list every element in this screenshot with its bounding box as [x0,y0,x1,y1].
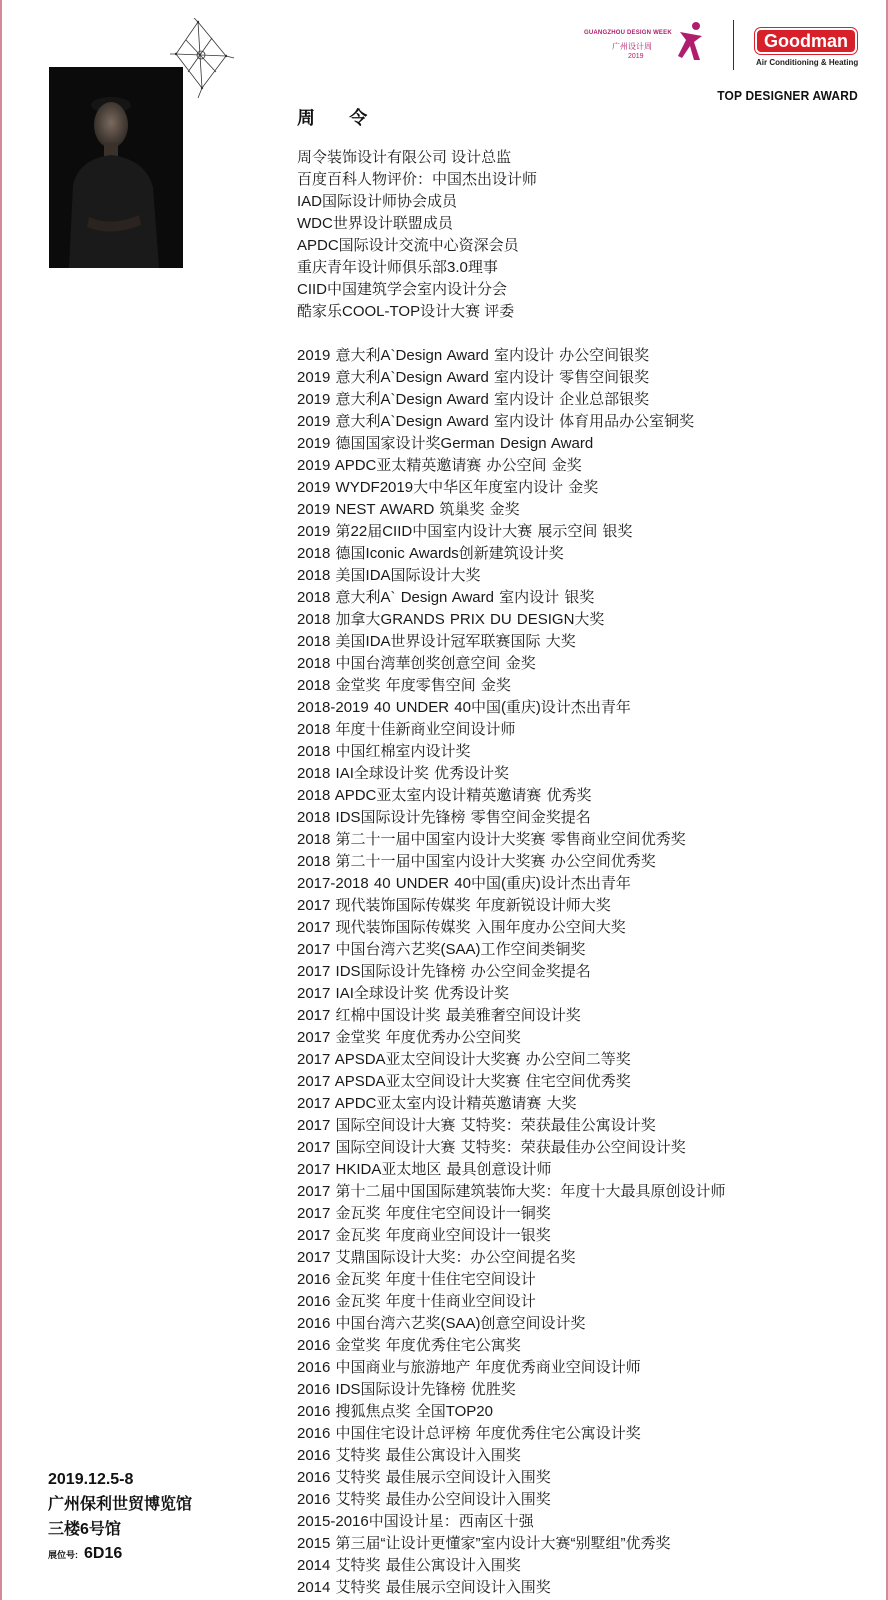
award-item: 2016 艾特奖 最佳公寓设计入围奖 [297,1447,521,1464]
event-info [48,1468,248,1566]
award-item: 2016 中国商业与旅游地产 年度优秀商业空间设计师 [297,1359,641,1376]
designer-bio-list [297,147,537,323]
award-item: 2017 APSDA亚太空间设计大奖赛 住宅空间优秀奖 [297,1073,631,1090]
award-item: 2016 搜狐焦点奖 全国TOP20 [297,1403,493,1420]
award-item: 2019 意大利A`Design Award 室内设计 办公空间银奖 [297,347,650,364]
award-item: 2018 加拿大GRANDS PRIX DU DESIGN大奖 [297,611,605,628]
award-item: 2017 红棉中国设计奖 最美雅奢空间设计奖 [297,1007,581,1024]
award-item: 2019 德国国家设计奖German Design Award [297,435,594,452]
award-item: 2018 中国台湾華创奖创意空间 金奖 [297,655,536,672]
award-item: 2016 金瓦奖 年度十佳住宅空间设计 [297,1271,536,1288]
award-item: 2017 IDS国际设计先锋榜 办公空间金奖提名 [297,963,591,980]
event-hall: 三楼6号馆 [48,1521,121,1538]
award-item: 2018 年度十佳新商业空间设计师 [297,721,516,738]
award-item: 2019 意大利A`Design Award 室内设计 体育用品办公室铜奖 [297,413,695,430]
award-item: 2019 WYDF2019大中华区年度室内设计 金奖 [297,479,599,496]
award-item: 2017 金瓦奖 年度住宅空间设计一铜奖 [297,1205,551,1222]
designer-name: 周 令 [297,108,382,129]
bio-item: APDC国际设计交流中心资深会员 [297,237,519,254]
award-item: 2018 第二十一届中国室内设计大奖赛 办公空间优秀奖 [297,853,656,870]
award-item: 2017 APDC亚太室内设计精英邀请赛 大奖 [297,1095,577,1112]
logo-divider [733,20,734,70]
event-booth [48,1542,248,1566]
award-item: 2016 艾特奖 最佳办公空间设计入围奖 [297,1491,551,1508]
designer-portrait [49,67,183,268]
bio-item: IAD国际设计师协会成员 [297,193,458,210]
award-item: 2017 金瓦奖 年度商业空间设计一银奖 [297,1227,551,1244]
award-item: 2018 美国IDA世界设计冠军联赛国际 大奖 [297,633,576,650]
award-item: 2019 APDC亚太精英邀请赛 办公空间 金奖 [297,457,582,474]
award-item: 2017 第十二届中国国际建筑装饰大奖：年度十大最具原创设计师 [297,1183,726,1200]
booth-label: 展位号: [48,1550,78,1560]
award-item: 2018 金堂奖 年度零售空间 金奖 [297,677,511,694]
award-item: 2017-2018 40 UNDER 40中国(重庆)设计杰出青年 [297,875,631,892]
award-item: 2019 NEST AWARD 筑巢奖 金奖 [297,501,520,518]
goodman-tagline: Air Conditioning & Heating [756,58,859,67]
award-item: 2017 APSDA亚太空间设计大奖赛 办公空间二等奖 [297,1051,631,1068]
award-item: 2018 德国Iconic Awards创新建筑设计奖 [297,545,564,562]
booth-number: 6D16 [84,1545,123,1562]
award-item: 2016 IDS国际设计先锋榜 优胜奖 [297,1381,516,1398]
gdw-year: 2019 [628,53,644,60]
award-item: 2014 艾特奖 最佳展示空间设计入围奖 [297,1579,551,1596]
bio-item: 重庆青年设计师俱乐部3.0理事 [297,259,498,276]
bio-item: 酷家乐COOL-TOP设计大赛 评委 [297,303,515,320]
award-item: 2016 艾特奖 最佳展示空间设计入围奖 [297,1469,551,1486]
goodman-logo-text: Goodman [764,31,848,51]
event-date: 2019.12.5-8 [48,1471,134,1488]
page-border-left [0,0,2,1600]
award-item: 2017 IAI全球设计奖 优秀设计奖 [297,985,510,1002]
bio-item: WDC世界设计联盟成员 [297,215,453,232]
dancer-icon [676,20,706,64]
award-title: TOP DESIGNER AWARD [717,88,858,103]
award-item: 2015-2016中国设计星：西南区十强 [297,1513,534,1530]
award-item: 2015 第三届“让设计更懂家”室内设计大赛“别墅组”优秀奖 [297,1535,671,1552]
award-item: 2019 意大利A`Design Award 室内设计 企业总部银奖 [297,391,650,408]
award-item: 2017 国际空间设计大赛 艾特奖：荣获最佳办公空间设计奖 [297,1139,686,1156]
award-item: 2014 艾特奖 最佳公寓设计入围奖 [297,1557,521,1574]
event-venue: 广州保利世贸博览馆 [48,1496,193,1513]
award-item: 2018 APDC亚太室内设计精英邀请赛 优秀奖 [297,787,592,804]
award-item: 2017 艾鼎国际设计大奖：办公空间提名奖 [297,1249,576,1266]
award-item: 2018 美国IDA国际设计大奖 [297,567,481,584]
award-item: 2018-2019 40 UNDER 40中国(重庆)设计杰出青年 [297,699,631,716]
award-item: 2016 中国台湾六艺奖(SAA)创意空间设计奖 [297,1315,586,1332]
bio-item: CIID中国建筑学会室内设计分会 [297,281,508,298]
award-item: 2016 中国住宅设计总评榜 年度优秀住宅公寓设计奖 [297,1425,641,1442]
award-item: 2017 国际空间设计大赛 艾特奖：荣获最佳公寓设计奖 [297,1117,656,1134]
award-item: 2016 金瓦奖 年度十佳商业空间设计 [297,1293,536,1310]
award-item: 2018 意大利A` Design Award 室内设计 银奖 [297,589,595,606]
award-item: 2019 第22届CIID中国室内设计大赛 展示空间 银奖 [297,523,633,540]
guangzhou-design-week-logo [580,20,710,66]
bio-item: 周令装饰设计有限公司 设计总监 [297,149,512,166]
award-item: 2019 意大利A`Design Award 室内设计 零售空间银奖 [297,369,650,386]
award-item: 2018 IAI全球设计奖 优秀设计奖 [297,765,510,782]
award-item: 2017 现代装饰国际传媒奖 入围年度办公空间大奖 [297,919,626,936]
awards-list [297,345,726,1599]
gdw-title-en: GUANGZHOU DESIGN WEEK [584,30,672,36]
award-item: 2017 金堂奖 年度优秀办公空间奖 [297,1029,521,1046]
award-item: 2016 金堂奖 年度优秀住宅公寓奖 [297,1337,521,1354]
award-item: 2017 现代装饰国际传媒奖 年度新锐设计师大奖 [297,897,611,914]
award-item: 2018 IDS国际设计先锋榜 零售空间金奖提名 [297,809,591,826]
bio-item: 百度百科人物评价：中国杰出设计师 [297,171,538,188]
award-item: 2018 第二十一届中国室内设计大奖赛 零售商业空间优秀奖 [297,831,686,848]
gdw-title-cn: 广州设计周 [612,42,652,51]
award-item: 2018 中国红棉室内设计奖 [297,743,471,760]
award-item: 2017 中国台湾六艺奖(SAA)工作空间类铜奖 [297,941,586,958]
award-item: 2017 HKIDA亚太地区 最具创意设计师 [297,1161,552,1178]
